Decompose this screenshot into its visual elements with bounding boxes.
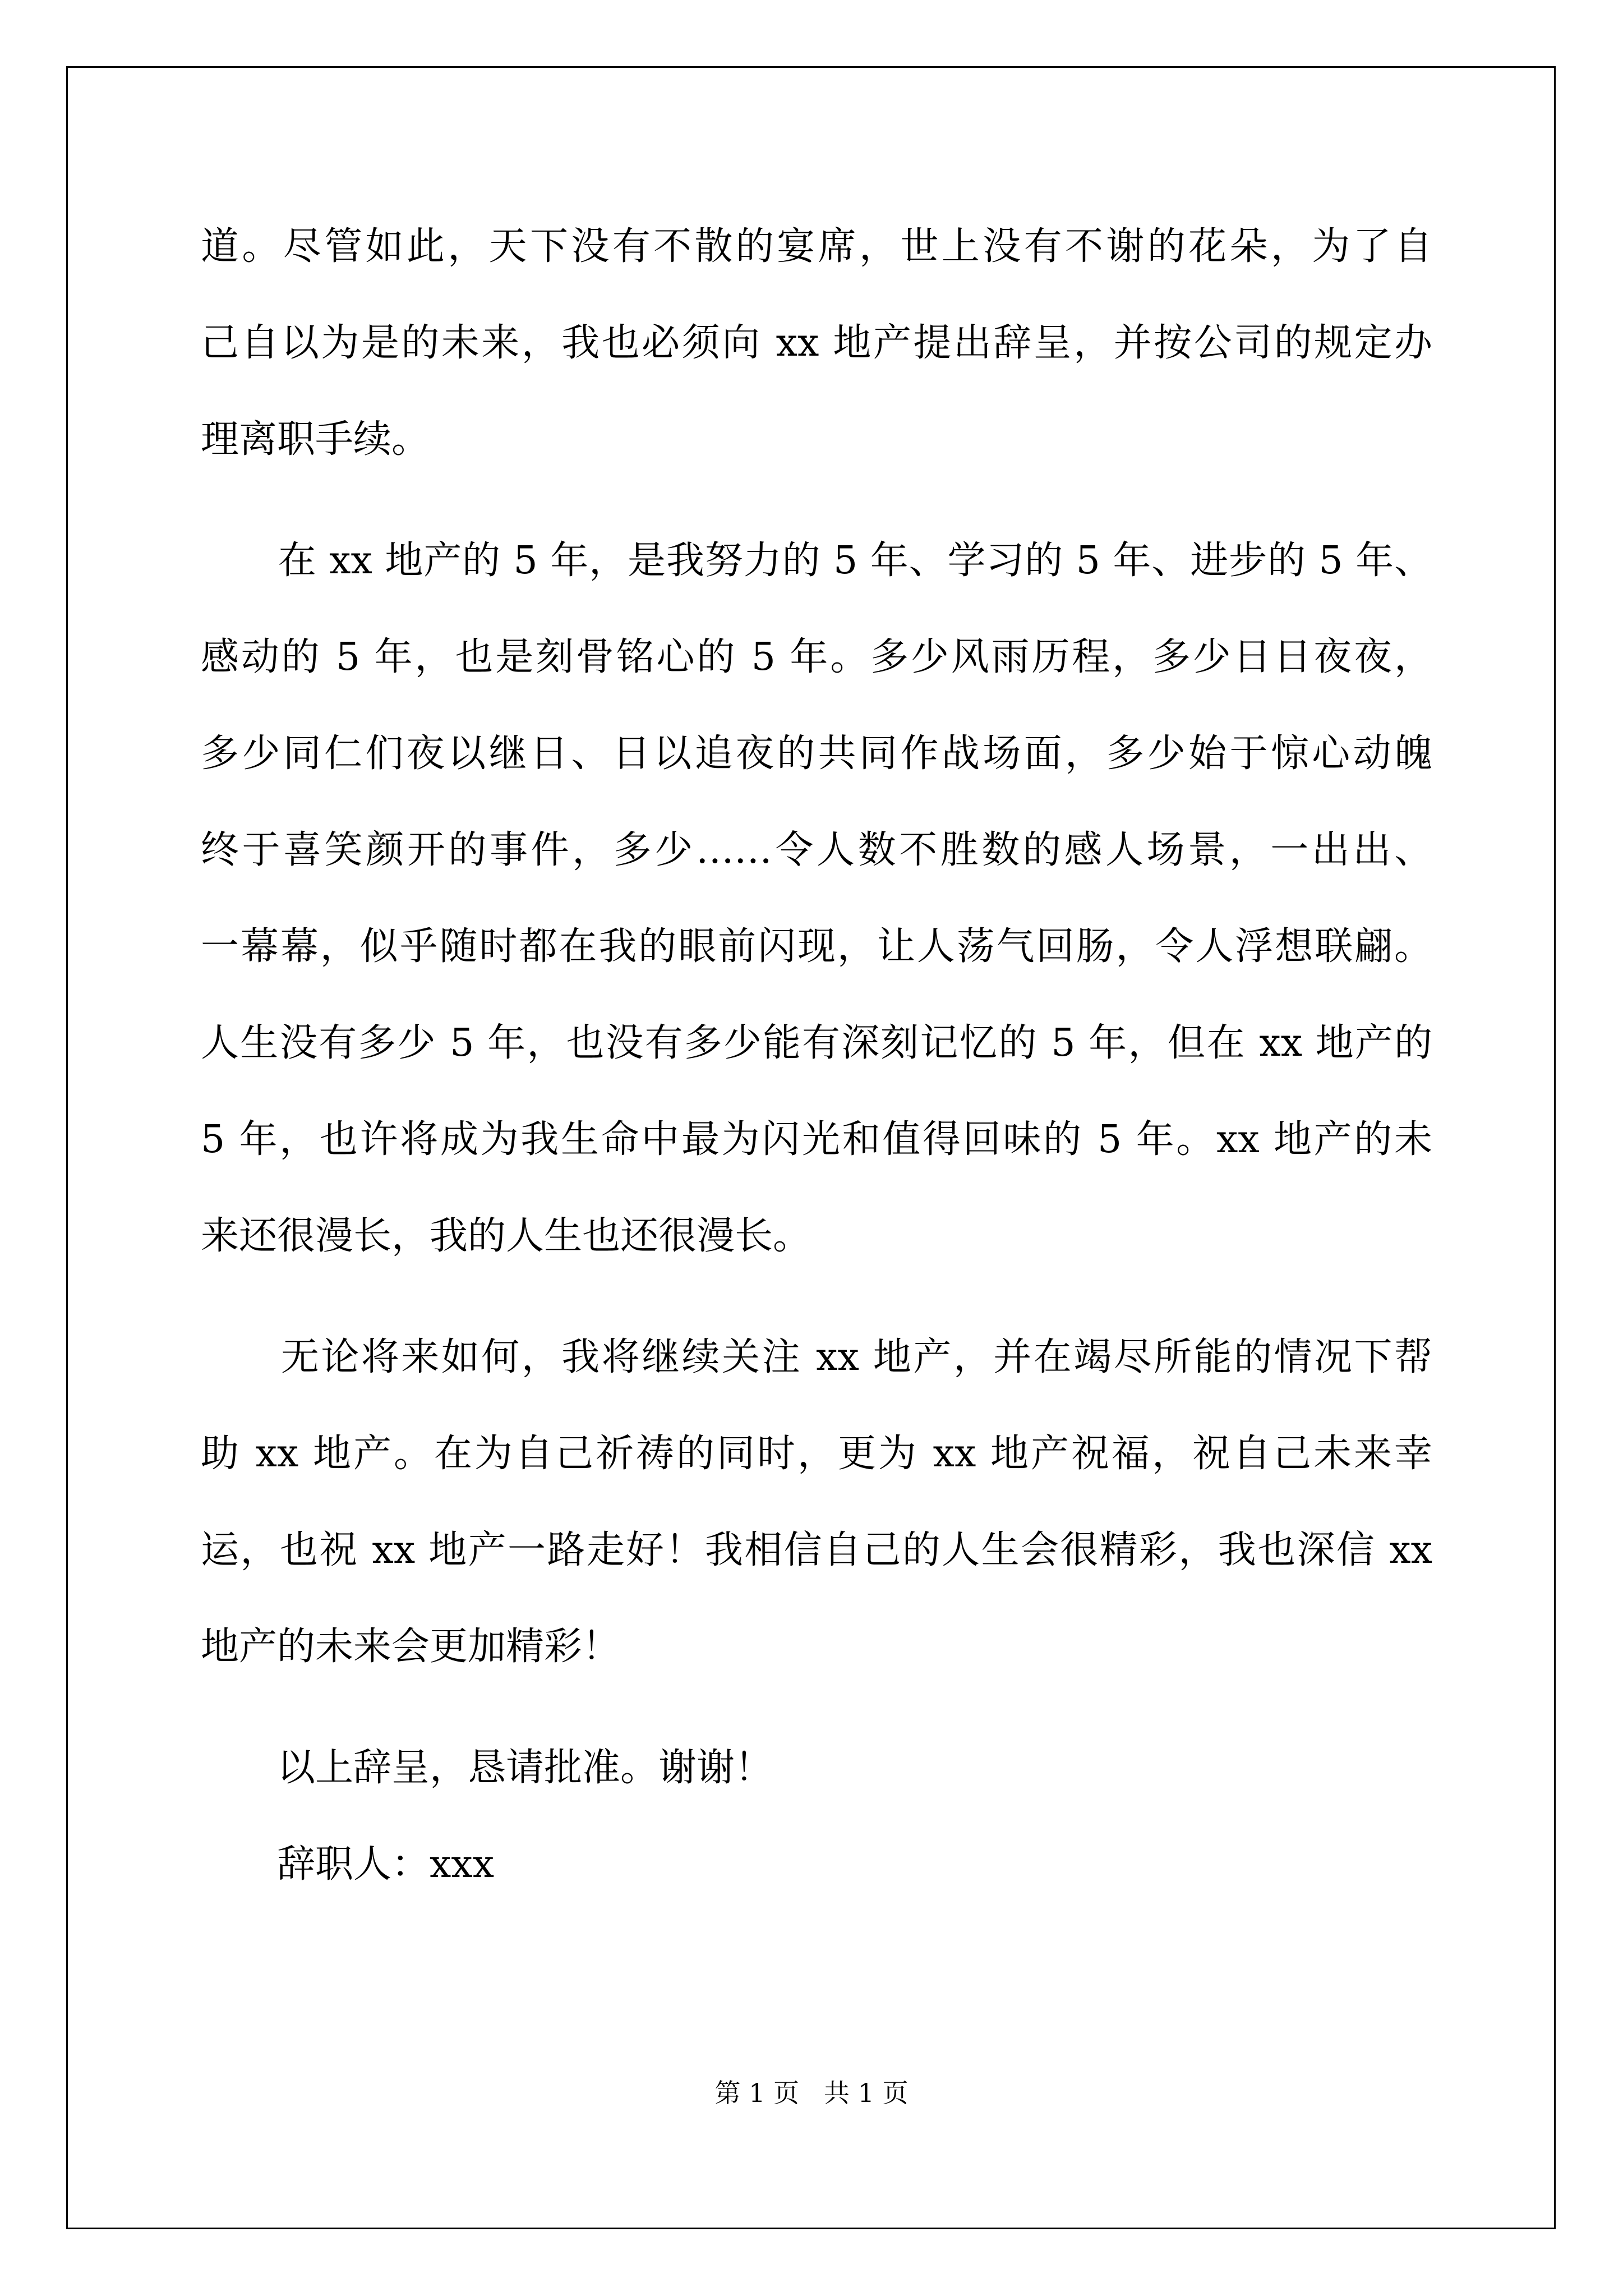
paragraph-five-years <box>201 534 1432 1306</box>
text-line: 理离职手续。 <box>201 417 430 462</box>
signature-line <box>201 1838 1432 1934</box>
text-line: 运，也祝 xx 地产一路走好！我相信自己的人生会很精彩，我也深信 xx <box>201 1528 1432 1572</box>
text-line: 多少同仁们夜以继日、日以追夜的共同作战场面，多少始于惊心动魄 <box>201 731 1432 776</box>
text-line: 终于喜笑颜开的事件，多少……令人数不胜数的感人场景，一出出、 <box>201 828 1432 872</box>
text-line: 己自以为是的未来，我也必须向 xx 地产提出辞呈，并按公司的规定办 <box>201 321 1432 365</box>
page-number: 第 1 页 <box>714 2078 799 2108</box>
letter-body <box>201 220 1432 1934</box>
text-line: 以上辞呈，恳请批准。谢谢！ <box>201 1746 773 1790</box>
text-line: 5 年，也许将成为我生命中最为闪光和值得回味的 5 年。xx 地产的未 <box>201 1117 1432 1162</box>
paragraph-wishes <box>201 1331 1432 1717</box>
paragraph-request <box>201 1741 1432 1838</box>
text-line: 一幕幕，似乎随时都在我的眼前闪现，让人荡气回肠，令人浮想联翩。 <box>201 924 1432 969</box>
text-line: 在 xx 地产的 5 年，是我努力的 5 年、学习的 5 年、进步的 5 年、 <box>201 539 1432 583</box>
text-line: 地产的未来会更加精彩！ <box>201 1625 621 1669</box>
signer-name: 辞职人：xxx <box>201 1842 495 1887</box>
text-line: 无论将来如何，我将继续关注 xx 地产，并在竭尽所能的情况下帮 <box>201 1335 1432 1379</box>
text-line: 感动的 5 年，也是刻骨铭心的 5 年。多少风雨历程，多少日日夜夜， <box>201 635 1432 679</box>
page-total: 共 1 页 <box>824 2078 909 2108</box>
page-footer <box>0 2073 1623 2110</box>
text-line: 人生没有多少 5 年，也没有多少能有深刻记忆的 5 年，但在 xx 地产的 <box>201 1021 1432 1065</box>
text-line: 道。尽管如此，天下没有不散的宴席，世上没有不谢的花朵，为了自 <box>201 224 1432 269</box>
text-line: 来还很漫长，我的人生也还很漫长。 <box>201 1214 811 1258</box>
text-line: 助 xx 地产。在为自己祈祷的同时，更为 xx 地产祝福，祝自己未来幸 <box>201 1432 1432 1476</box>
paragraph-continuation <box>201 220 1432 509</box>
